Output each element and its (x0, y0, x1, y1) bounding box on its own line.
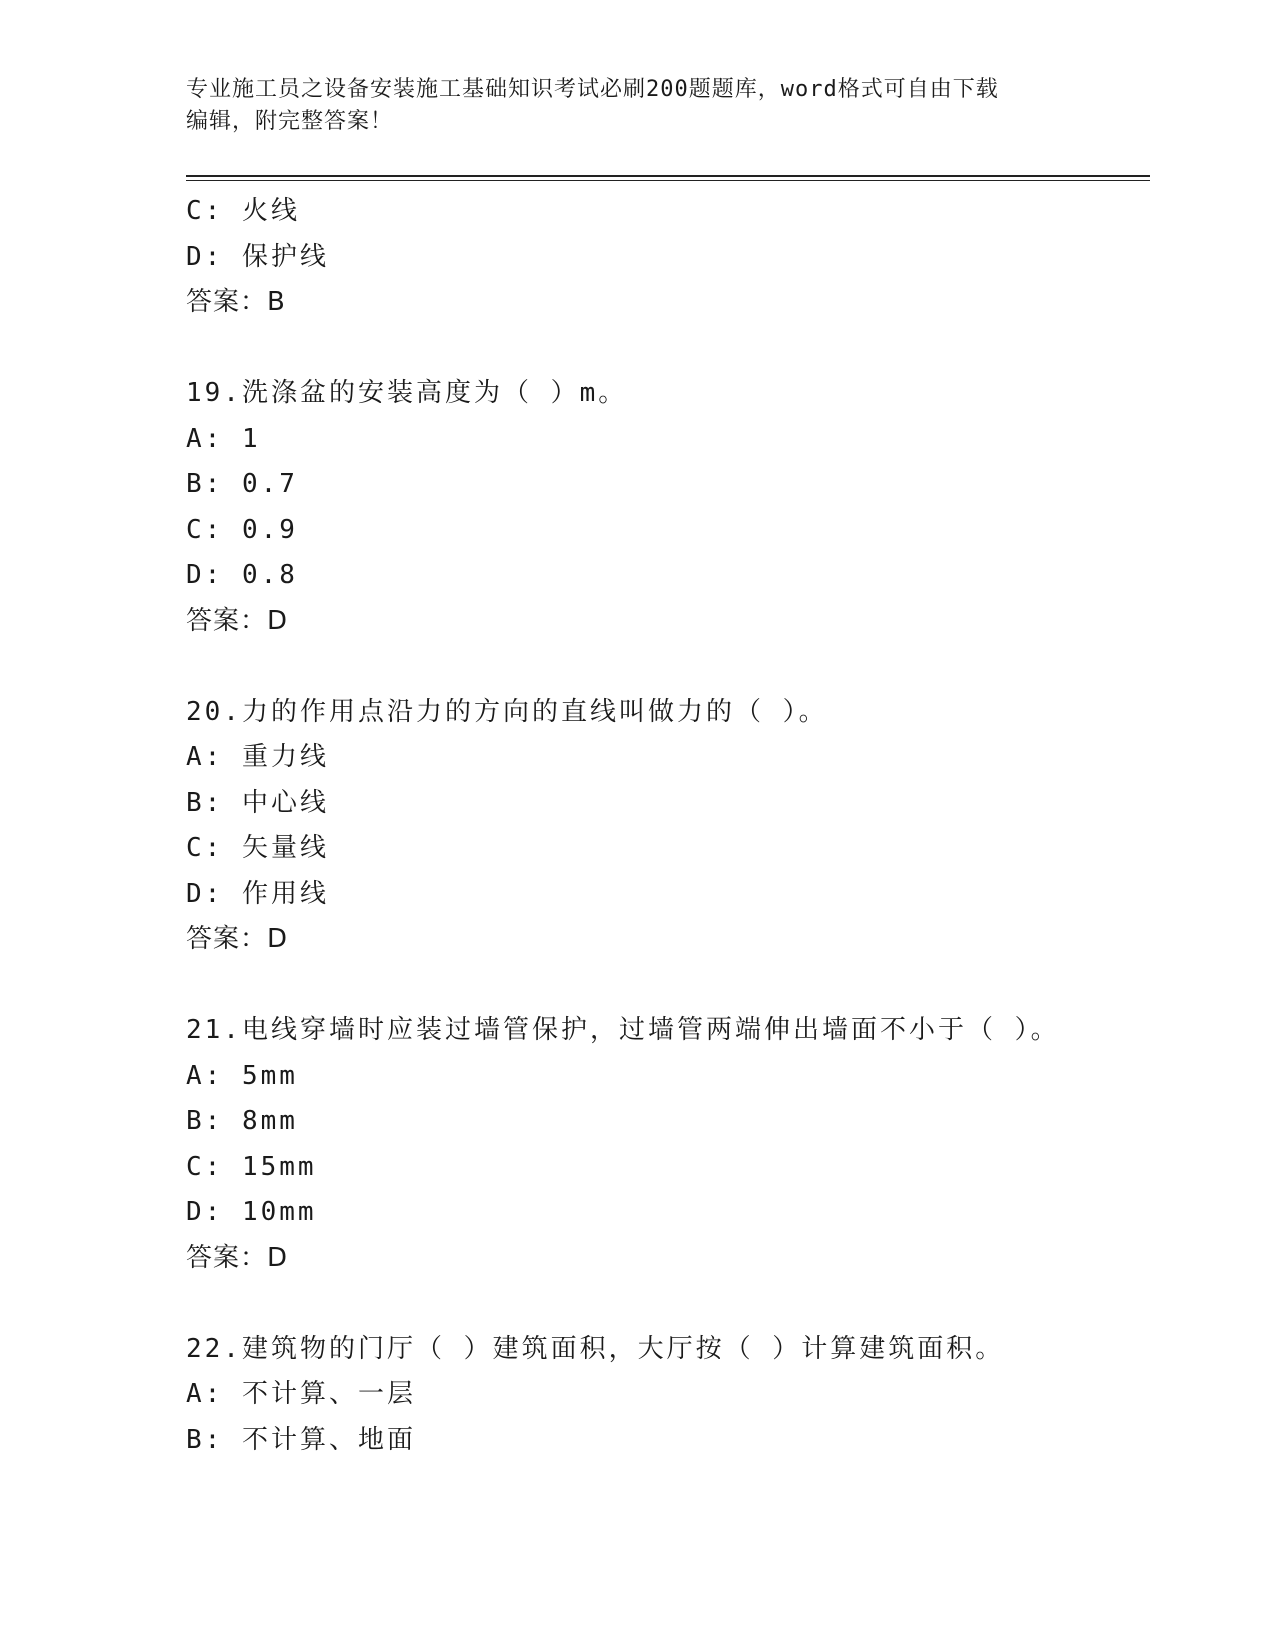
document-header (186, 74, 1086, 138)
spacer (186, 963, 1150, 1009)
question-stem: 22.建筑物的门厅（ ）建筑面积，大厅按（ ）计算建筑面积。 (186, 1333, 1005, 1364)
spacer (186, 644, 1150, 690)
option-c: C: 0.9 (186, 514, 298, 545)
answer-line: 答案：B (186, 287, 286, 317)
spacer (186, 326, 1150, 372)
question-19 (186, 371, 1150, 644)
option-b: B: 不计算、地面 (186, 1424, 416, 1455)
option-a: A: 重力线 (186, 742, 329, 772)
header-title-line-1: 专业施工员之设备安装施工基础知识考试必刷200题题库，word格式可自由下载 (186, 77, 999, 102)
question-21 (186, 1008, 1150, 1281)
question-stem: 19.洗涤盆的安装高度为（ ）m。 (186, 378, 628, 408)
option-c: C: 火线 (186, 196, 300, 226)
question-carryover (186, 189, 1150, 326)
header-divider-thin (186, 180, 1150, 181)
answer-line: 答案：D (186, 924, 289, 954)
option-d: D: 保护线 (186, 241, 329, 272)
question-20 (186, 690, 1150, 963)
answer-line: 答案：D (186, 605, 289, 636)
option-c: C: 矢量线 (186, 833, 329, 863)
option-d: D: 10mm (186, 1197, 317, 1227)
question-22 (186, 1327, 1150, 1464)
option-b: B: 0.7 (186, 469, 298, 499)
question-stem: 21.电线穿墙时应装过墙管保护，过墙管两端伸出墙面不小于（ ）。 (186, 1015, 1060, 1045)
option-c: C: 15mm (186, 1151, 317, 1182)
option-a: A: 不计算、一层 (186, 1379, 416, 1409)
header-title-line-2: 编辑，附完整答案！ (186, 109, 394, 134)
option-b: B: 8mm (186, 1106, 298, 1136)
answer-line: 答案：D (186, 1242, 289, 1273)
option-a: A: 5mm (186, 1060, 298, 1091)
option-d: D: 作用线 (186, 878, 329, 909)
question-stem: 20.力的作用点沿力的方向的直线叫做力的（ ）。 (186, 696, 828, 727)
spacer (186, 1281, 1150, 1327)
question-list (186, 189, 1150, 1463)
header-divider-thick (186, 175, 1150, 177)
option-d: D: 0.8 (186, 560, 298, 590)
option-b: B: 中心线 (186, 787, 329, 818)
option-a: A: 1 (186, 423, 261, 454)
